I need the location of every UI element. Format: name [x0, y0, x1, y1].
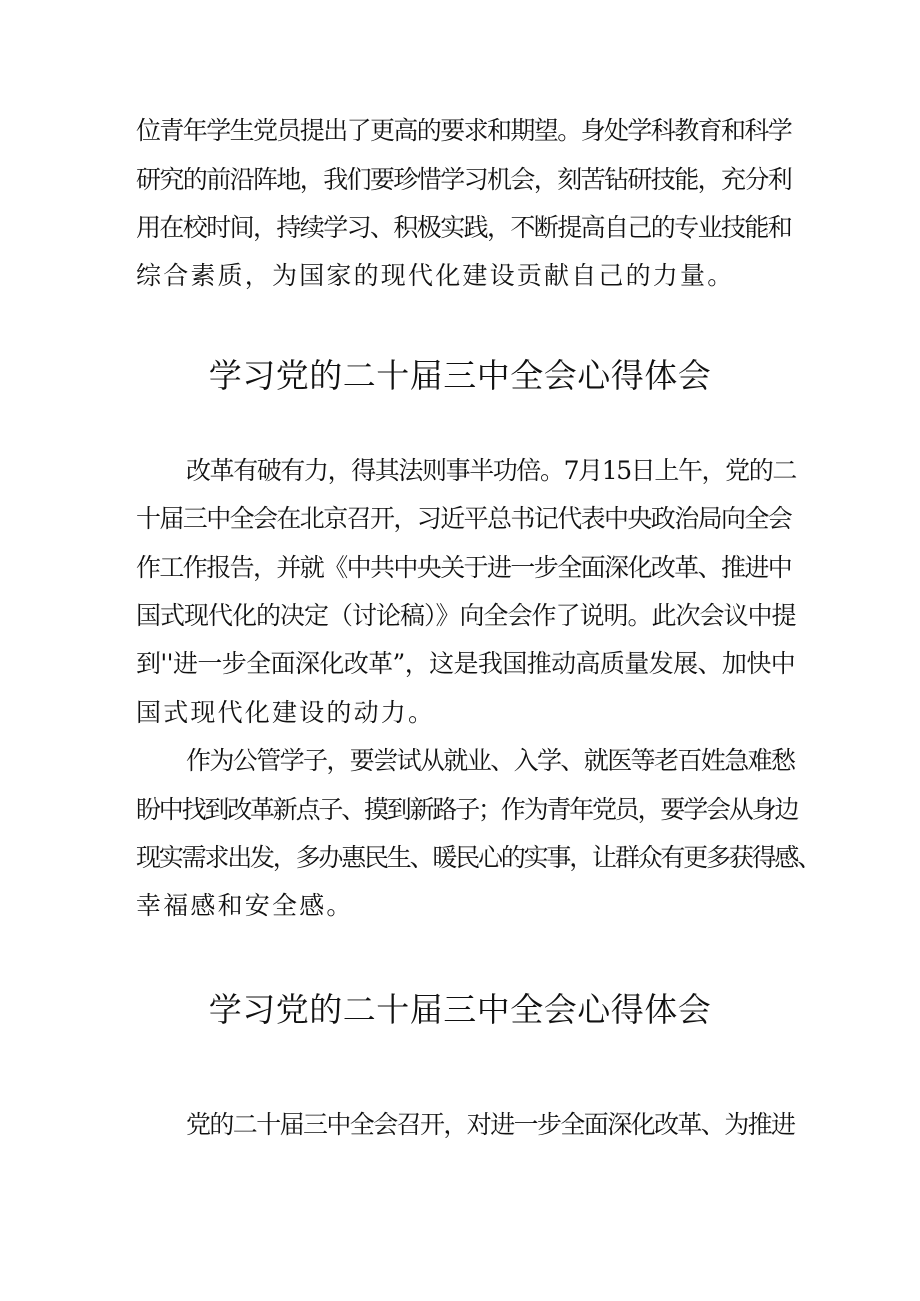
paragraph-line: 综合素质，为国家的现代化建设贡献自己的力量。: [136, 261, 735, 290]
paragraph-line: 用在校时间，持续学习、积极实践，不断提高自己的专业技能和: [136, 213, 792, 242]
section-heading: 学习党的二十届三中全会心得体会: [208, 990, 712, 1029]
paragraph-line: 盼中找到改革新点子、摸到新路子；作为青年党员，要学会从身边: [136, 795, 798, 824]
paragraph-line: 作为公管学子，要尝试从就业、入学、就医等老百姓急难愁: [186, 746, 795, 775]
paragraph-line: 幸福感和安全感。: [136, 891, 354, 920]
paragraph-line: 国式现代化建设的动力。: [136, 698, 436, 727]
section-heading: 学习党的二十届三中全会心得体会: [208, 356, 712, 395]
paragraph-line: 十届三中全会在北京召开，习近平总书记代表中央政治局向全会: [136, 504, 792, 533]
paragraph-line: 位青年学生党员提出了更高的要求和期望。身处学科教育和科学: [136, 116, 792, 145]
paragraph-line: 研究的前沿阵地，我们要珍惜学习机会，刻苦钻研技能，充分利: [136, 165, 792, 194]
paragraph-line: 改革有破有力，得其法则事半功倍。7月15日上午，党的二: [186, 456, 796, 485]
paragraph-line: 国式现代化的决定（讨论稿）》向全会作了说明。此次会议中提: [136, 601, 796, 630]
paragraph-line: 作工作报告，并就《中共中央关于进一步全面深化改革、推进中: [136, 553, 792, 582]
paragraph-line: 现实需求出发，多办惠民生、暖民心的实事，让群众有更多获得感、: [136, 843, 821, 872]
paragraph-line: 党的二十届三中全会召开，对进一步全面深化改革、为推进: [186, 1110, 795, 1139]
paragraph-line: 到''进一步全面深化改革”，这是我国推动高质量发展、加快中: [136, 649, 796, 678]
